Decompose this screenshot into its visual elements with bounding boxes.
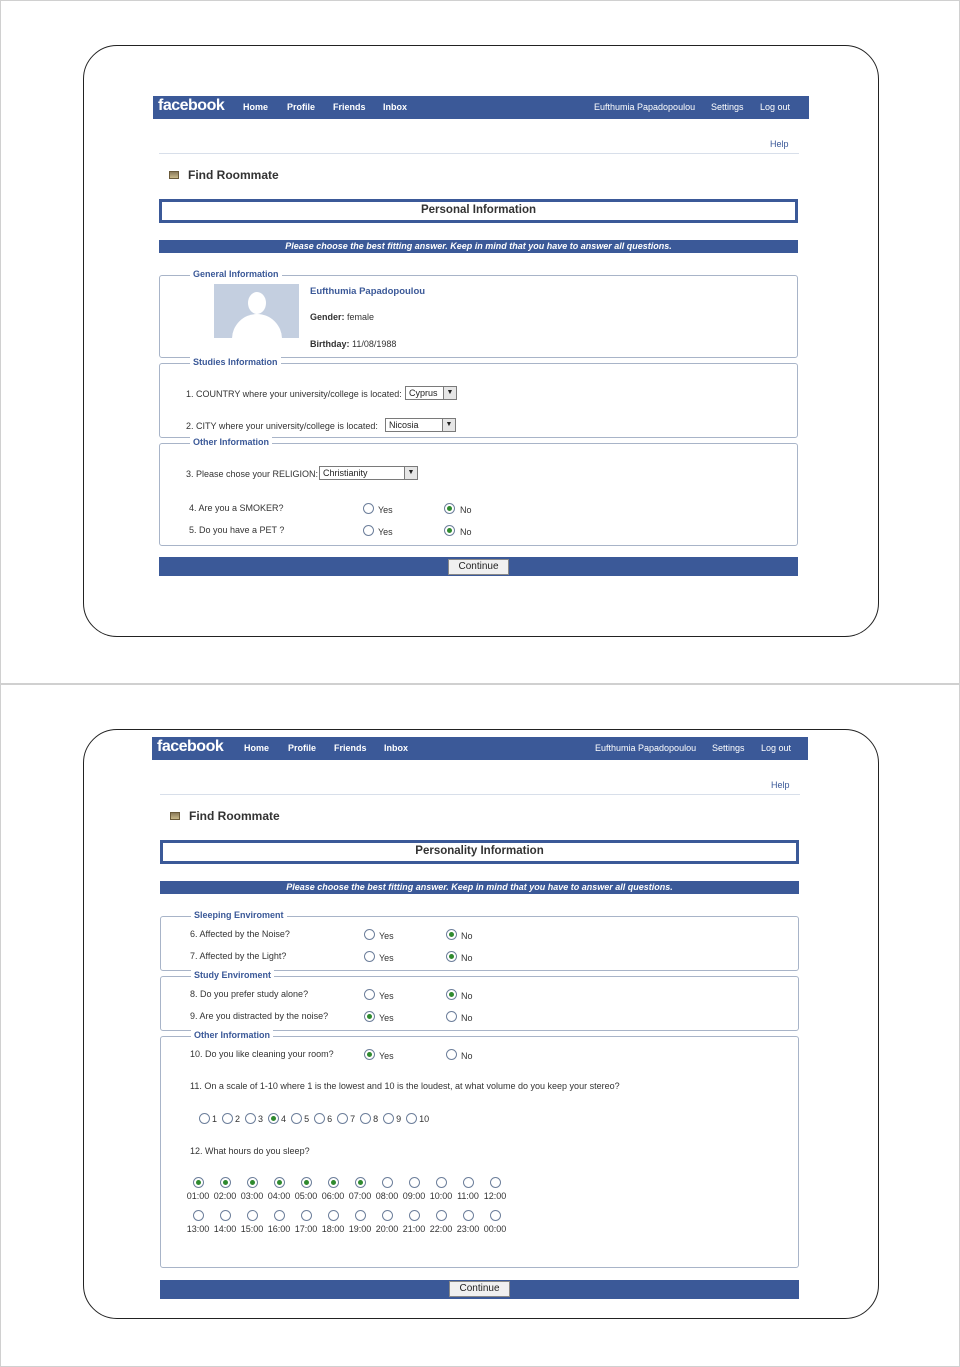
user-name-link[interactable]: Eufthumia Papadopoulou: [595, 743, 697, 753]
hour-label: 16:00: [267, 1224, 291, 1234]
hour-label: 07:00: [348, 1191, 372, 1201]
country-select[interactable]: [405, 386, 457, 400]
hour-radio[interactable]: [490, 1177, 501, 1188]
pet-yes-radio[interactable]: [363, 525, 374, 536]
question-2: 2. CITY where your university/college is located:: [186, 421, 378, 431]
volume-radio[interactable]: [337, 1113, 348, 1124]
question-3: 3. Please chose your RELIGION:: [186, 469, 319, 479]
question-7: 7. Affected by the Light?: [190, 951, 287, 961]
nav-home[interactable]: Home: [243, 102, 269, 112]
hour-label: 14:00: [213, 1224, 237, 1234]
radio-label-yes: Yes: [379, 931, 394, 941]
radio-label-no: No: [461, 1051, 473, 1061]
hour-option[interactable]: [265, 1177, 293, 1201]
general-information-group: [159, 269, 798, 358]
nav-inbox[interactable]: Inbox: [384, 743, 408, 753]
question-10: 10. Do you like cleaning your room?: [190, 1049, 334, 1059]
hour-label: 17:00: [294, 1224, 318, 1234]
hour-label: 01:00: [186, 1191, 210, 1201]
group-legend: General Information: [190, 269, 282, 279]
section-title: Personal Information: [159, 199, 798, 223]
question-1: 1. COUNTRY where your university/college is located:: [186, 389, 402, 399]
hour-radio[interactable]: [247, 1210, 258, 1221]
volume-label: 6: [327, 1113, 333, 1124]
religion-select-value: Christianity: [323, 468, 368, 478]
top-bar: [152, 737, 808, 760]
hour-option[interactable]: [211, 1210, 239, 1234]
study-alone-yes-radio[interactable]: [364, 989, 375, 1000]
hour-label: 04:00: [267, 1191, 291, 1201]
radio-label-yes: Yes: [378, 505, 393, 515]
hour-option[interactable]: [427, 1210, 455, 1234]
studies-information-group: [159, 357, 798, 438]
volume-radio[interactable]: [199, 1113, 210, 1124]
continue-button[interactable]: Continue: [448, 559, 509, 575]
hour-option[interactable]: [481, 1177, 509, 1201]
hour-radio[interactable]: [328, 1210, 339, 1221]
chevron-down-icon: ▼: [443, 387, 456, 399]
facebook-logo[interactable]: facebook: [157, 738, 224, 755]
light-no-radio[interactable]: [446, 951, 457, 962]
hour-radio[interactable]: [463, 1177, 474, 1188]
hour-radio[interactable]: [463, 1210, 474, 1221]
hour-radio[interactable]: [409, 1177, 420, 1188]
radio-label-no: No: [460, 505, 472, 515]
hour-label: 06:00: [321, 1191, 345, 1201]
volume-label: 7: [350, 1113, 356, 1124]
radio-label-no: No: [461, 991, 473, 1001]
top-bar: [153, 96, 809, 119]
hour-radio[interactable]: [301, 1177, 312, 1188]
hour-radio[interactable]: [220, 1210, 231, 1221]
hours-row-1: [184, 1177, 524, 1203]
cleaning-yes-radio[interactable]: [364, 1049, 375, 1060]
divider: [159, 153, 799, 154]
volume-radio[interactable]: [406, 1113, 417, 1124]
settings-link[interactable]: Settings: [712, 743, 745, 753]
hour-label: 09:00: [402, 1191, 426, 1201]
hour-option[interactable]: [427, 1177, 455, 1201]
volume-label: 2: [235, 1113, 241, 1124]
distracted-yes-radio[interactable]: [364, 1011, 375, 1022]
religion-select[interactable]: [319, 466, 418, 480]
hour-option[interactable]: [319, 1210, 347, 1234]
hour-radio[interactable]: [436, 1177, 447, 1188]
hour-radio[interactable]: [355, 1177, 366, 1188]
city-select[interactable]: [385, 418, 456, 432]
radio-label-yes: Yes: [379, 953, 394, 963]
pet-no-radio[interactable]: [444, 525, 455, 536]
hour-label: 11:00: [457, 1191, 479, 1201]
birthday-value: 11/08/1988: [352, 339, 397, 349]
hour-label: 05:00: [294, 1191, 318, 1201]
app-header: [169, 168, 279, 182]
smoker-yes-radio[interactable]: [363, 503, 374, 514]
hour-radio[interactable]: [355, 1210, 366, 1221]
gender-field: [310, 312, 374, 322]
nav-friends[interactable]: Friends: [333, 102, 366, 112]
hour-option[interactable]: [346, 1177, 374, 1201]
settings-link[interactable]: Settings: [711, 102, 744, 112]
page-title: Find Roommate: [189, 809, 280, 823]
volume-option-8[interactable]: [360, 1113, 378, 1124]
question-6: 6. Affected by the Noise?: [190, 929, 290, 939]
gender-value: female: [347, 312, 375, 322]
hour-option[interactable]: [238, 1210, 266, 1234]
hour-radio[interactable]: [220, 1177, 231, 1188]
hour-label: 20:00: [375, 1224, 399, 1234]
volume-label: 4: [281, 1113, 287, 1124]
question-5: 5. Do you have a PET ?: [189, 525, 285, 535]
volume-scale: [199, 1113, 434, 1124]
volume-option-4[interactable]: [268, 1113, 286, 1124]
volume-label: 3: [258, 1113, 264, 1124]
hour-option[interactable]: [373, 1177, 401, 1201]
nav-inbox[interactable]: Inbox: [383, 102, 407, 112]
section-title: Personality Information: [160, 840, 799, 864]
volume-option-7[interactable]: [337, 1113, 355, 1124]
slide-2: [0, 684, 960, 1367]
volume-label: 1: [212, 1113, 218, 1124]
light-yes-radio[interactable]: [364, 951, 375, 962]
question-4: 4. Are you a SMOKER?: [189, 503, 284, 513]
nav-profile[interactable]: Profile: [288, 743, 317, 753]
screenshot-2: [152, 737, 810, 1307]
country-select-value: Cyprus: [409, 388, 438, 398]
hour-option[interactable]: [481, 1210, 509, 1234]
hour-option[interactable]: [400, 1177, 428, 1201]
hour-radio[interactable]: [274, 1177, 285, 1188]
hour-radio[interactable]: [382, 1177, 393, 1188]
facebook-logo[interactable]: facebook: [158, 97, 225, 114]
question-12: 12. What hours do you sleep?: [190, 1146, 310, 1156]
hour-label: 10:00: [429, 1191, 453, 1201]
hour-label: 13:00: [186, 1224, 210, 1234]
volume-option-3[interactable]: [245, 1113, 263, 1124]
hour-label: 03:00: [240, 1191, 264, 1201]
radio-label-yes: Yes: [379, 1051, 394, 1061]
volume-label: 10: [419, 1113, 430, 1124]
radio-label-no: No: [461, 1013, 473, 1023]
question-11: 11. On a scale of 1-10 where 1 is the lowest and 10 is the loudest, at what volume do you keep your stereo?: [190, 1081, 620, 1091]
profile-picture: [214, 284, 299, 338]
help-link[interactable]: Help: [771, 780, 790, 790]
question-9: 9. Are you distracted by the noise?: [190, 1011, 329, 1021]
smoker-no-radio[interactable]: [444, 503, 455, 514]
hour-radio[interactable]: [490, 1210, 501, 1221]
volume-label: 5: [304, 1113, 310, 1124]
hour-radio[interactable]: [382, 1210, 393, 1221]
group-legend: Other Information: [191, 1030, 273, 1040]
hour-option[interactable]: [319, 1177, 347, 1201]
app-icon: [170, 812, 180, 820]
city-select-value: Nicosia: [389, 420, 419, 430]
hour-label: 12:00: [483, 1191, 507, 1201]
hour-radio[interactable]: [409, 1210, 420, 1221]
hour-option[interactable]: [373, 1210, 401, 1234]
hour-label: 22:00: [429, 1224, 453, 1234]
hour-option[interactable]: [400, 1210, 428, 1234]
hour-option[interactable]: [265, 1210, 293, 1234]
group-legend: Sleeping Enviroment: [191, 910, 287, 920]
hour-option[interactable]: [292, 1210, 320, 1234]
hour-radio[interactable]: [193, 1177, 204, 1188]
hour-option[interactable]: [346, 1210, 374, 1234]
radio-label-yes: Yes: [378, 527, 393, 537]
hour-label: 15:00: [240, 1224, 264, 1234]
gender-label: Gender:: [310, 312, 345, 322]
noise-no-radio[interactable]: [446, 929, 457, 940]
group-legend: Other Information: [190, 437, 272, 447]
radio-label-no: No: [461, 931, 473, 941]
nav-profile[interactable]: Profile: [287, 102, 316, 112]
hour-option[interactable]: [184, 1177, 212, 1201]
volume-label: 9: [396, 1113, 402, 1124]
instructions-bar: Please choose the best fitting answer. Keep in mind that you have to answer all questions.: [160, 881, 799, 894]
cleaning-no-radio[interactable]: [446, 1049, 457, 1060]
question-8: 8. Do you prefer study alone?: [190, 989, 309, 999]
chevron-down-icon: ▼: [404, 467, 417, 479]
hour-option[interactable]: [292, 1177, 320, 1201]
hour-label: 19:00: [348, 1224, 372, 1234]
volume-radio[interactable]: [314, 1113, 325, 1124]
logout-link[interactable]: Log out: [760, 102, 791, 112]
hour-option[interactable]: [184, 1210, 212, 1234]
birthday-label: Birthday:: [310, 339, 350, 349]
group-legend: Studies Information: [190, 357, 281, 367]
volume-option-10[interactable]: [406, 1113, 429, 1124]
app-header: [170, 809, 280, 823]
hour-option[interactable]: [238, 1177, 266, 1201]
screenshot-1: [153, 96, 809, 586]
study-environment-group: [160, 970, 799, 1031]
volume-radio[interactable]: [360, 1113, 371, 1124]
profile-name[interactable]: Eufthumia Papadopoulou: [310, 286, 426, 297]
volume-label: 8: [373, 1113, 379, 1124]
hour-radio[interactable]: [436, 1210, 447, 1221]
hour-option[interactable]: [211, 1177, 239, 1201]
app-icon: [169, 171, 179, 179]
nav-home[interactable]: Home: [244, 743, 270, 753]
hours-row-2: [184, 1210, 524, 1236]
hour-radio[interactable]: [301, 1210, 312, 1221]
volume-option-1[interactable]: [199, 1113, 217, 1124]
volume-option-9[interactable]: [383, 1113, 401, 1124]
hour-label: 23:00: [456, 1224, 480, 1234]
volume-radio[interactable]: [222, 1113, 233, 1124]
nav-friends[interactable]: Friends: [334, 743, 367, 753]
hour-radio[interactable]: [274, 1210, 285, 1221]
logout-link[interactable]: Log out: [761, 743, 792, 753]
hour-radio[interactable]: [328, 1177, 339, 1188]
birthday-field: [310, 339, 396, 349]
hour-option[interactable]: [454, 1177, 482, 1201]
user-name-link[interactable]: Eufthumia Papadopoulou: [594, 102, 696, 112]
hour-radio[interactable]: [193, 1210, 204, 1221]
hour-label: 08:00: [375, 1191, 399, 1201]
volume-option-5[interactable]: [291, 1113, 309, 1124]
other-information-group: [160, 1030, 799, 1268]
other-information-group: [159, 437, 798, 546]
volume-radio[interactable]: [291, 1113, 302, 1124]
radio-label-no: No: [460, 527, 472, 537]
instructions-bar: Please choose the best fitting answer. Keep in mind that you have to answer all questions.: [159, 240, 798, 253]
chevron-down-icon: ▼: [442, 419, 455, 431]
radio-label-yes: Yes: [379, 1013, 394, 1023]
hour-label: 18:00: [321, 1224, 345, 1234]
divider: [160, 794, 800, 795]
volume-option-2[interactable]: [222, 1113, 240, 1124]
sleeping-environment-group: [160, 910, 799, 971]
volume-radio[interactable]: [245, 1113, 256, 1124]
group-legend: Study Enviroment: [191, 970, 274, 980]
hour-label: 00:00: [483, 1224, 507, 1234]
volume-radio[interactable]: [383, 1113, 394, 1124]
radio-label-yes: Yes: [379, 991, 394, 1001]
page-title: Find Roommate: [188, 168, 279, 182]
volume-radio[interactable]: [268, 1113, 279, 1124]
hour-label: 02:00: [213, 1191, 237, 1201]
study-alone-no-radio[interactable]: [446, 989, 457, 1000]
volume-option-6[interactable]: [314, 1113, 332, 1124]
distracted-no-radio[interactable]: [446, 1011, 457, 1022]
hour-radio[interactable]: [247, 1177, 258, 1188]
continue-button[interactable]: Continue: [449, 1281, 510, 1297]
radio-label-no: No: [461, 953, 473, 963]
help-link[interactable]: Help: [770, 139, 789, 149]
noise-yes-radio[interactable]: [364, 929, 375, 940]
hour-option[interactable]: [454, 1210, 482, 1234]
hour-label: 21:00: [402, 1224, 426, 1234]
